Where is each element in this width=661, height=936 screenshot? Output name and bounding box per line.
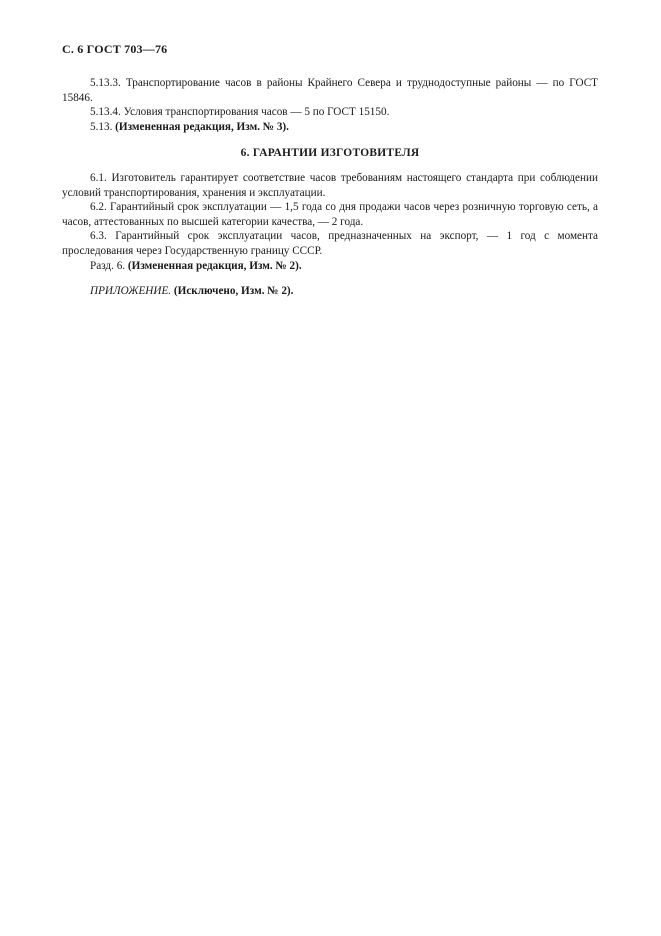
section-6-amendment — [62, 259, 598, 274]
paragraph-number: 5.13. — [90, 120, 113, 133]
paragraph-6-2: 6.2. Гарантийный срок эксплуатации — 1,5 года со дня продажи часов через розничную торговую сеть, а часов, аттестованных по высшей категории качества, — 2 года. — [62, 201, 598, 228]
amendment-note: (Измененная редакция, Изм. № 3). — [115, 120, 289, 133]
paragraph-5-13-4: 5.13.4. Условия транспортирования часов — 5 по ГОСТ 15150. — [90, 106, 390, 119]
running-head: С. 6 ГОСТ 703—76 — [62, 42, 168, 56]
appendix-line — [62, 284, 598, 299]
paragraph-6-1: 6.1. Изготовитель гарантирует соответствие часов требованиям настоящего стандарта при соблюдении условий транспортирования, хранения и эксплуатации. — [62, 171, 598, 199]
paragraph-5-13-3: 5.13.3. Транспортирование часов в районы Крайнего Севера и труднодоступные районы — по ГОСТ 15846. — [62, 77, 598, 104]
section-reference: Разд. 6. — [90, 259, 126, 272]
appendix-note: (Исключено, Изм. № 2). — [173, 285, 294, 298]
section-title: 6. ГАРАНТИИ ИЗГОТОВИТЕЛЯ — [240, 147, 420, 160]
document-body — [62, 76, 598, 299]
amendment-note: (Измененная редакция, Изм. № 2). — [127, 259, 302, 272]
paragraph-5-13-amendment — [62, 120, 598, 135]
paragraph-6-3: 6.3. Гарантийный срок эксплуатации часов, предназначенных на экспорт, — 1 год с момента проследования через Государственную границу СССР. — [62, 230, 598, 257]
appendix-label: ПРИЛОЖЕНИЕ. — [90, 285, 172, 298]
